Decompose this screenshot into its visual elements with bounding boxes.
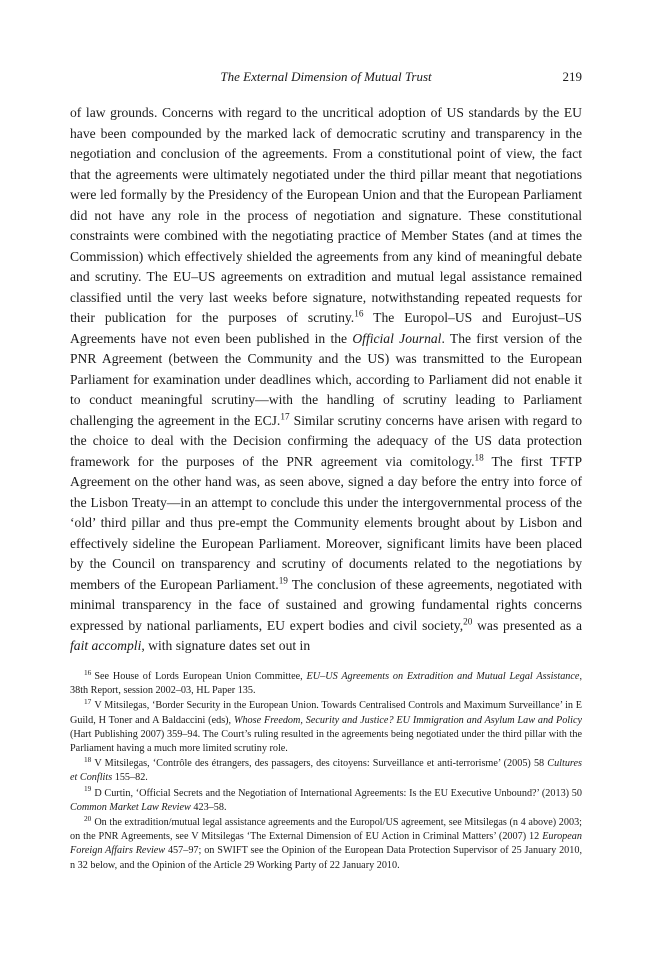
footnote-19	[70, 784, 582, 815]
footnote-18	[70, 754, 582, 785]
footnote-text: V Mitsilegas, ‘Border Security in the European Union. Towards Centralised Controls and Maximum Surveillance’ in E Guild, H Toner and A Baldaccini (eds),	[70, 700, 582, 726]
footnote-text: D Curtin, ‘Official Secrets and the Negotiation of International Agreements: Is the EU Executive Unbound?’ (2013) 50	[94, 787, 582, 799]
body-text-segment: The Europol–US and Eurojust–US Agreements have not even been published in the	[70, 310, 582, 346]
footnote-20	[70, 813, 582, 873]
body-text-segment: of law grounds. Concerns with regard to the uncritical adoption of US standards by the EU have been compounded by the marked lack of democratic scrutiny and transparency in the negotiation and conclusion of the agreements. From a constitutional point of view, the fact that the agreements were ultimately negotiated under the third pillar meant that negotiations were led formally by the Presidency of the European Union and that the European Parliament did not have any role in the process of negotiation and signature. These constitutional constraints were combined with the negotiating practice of Member States (and at times the Commission) which effectively shielded the agreements from any kind of meaningful debate and scrutiny. The EU–US agreements on extradition and mutual legal assistance remained classified until the very last weeks before signature, notwithstanding repeated requests for their publication for the purposes of scrutiny.	[70, 105, 582, 325]
footnotes-section	[70, 667, 583, 874]
footnote-number: 19	[84, 784, 92, 794]
footnote-italic-title: EU–US Agreements on Extradition and Mutual Legal Assistance	[306, 671, 580, 682]
footnote-ref-19[interactable]: 19	[278, 574, 288, 585]
body-text-segment: The conclusion of these agreements, negotiated with minimal transparency in the face of sustained and growing fundamental rights concerns expressed by national parliaments, EU expert bodies and civil society,	[70, 576, 582, 633]
footnote-text: 423–58.	[190, 801, 227, 813]
body-text-segment: The first TFTP Agreement on the other hand was, as seen above, signed a day before the entry into force of the Lisbon Treaty—in an attempt to conclude this under the intergovernmental process of the ‘old’ third pillar and thus pre-empt the Community elements brought about by Lisbon and effectively sideline the European Parliament. Moreover, significant limits have been placed by the Council on transparency and scrutiny of documents related to the negotiations by members of the European Parliament.	[70, 453, 582, 592]
footnote-number: 16	[84, 667, 92, 677]
footnote-ref-16[interactable]: 16	[354, 308, 364, 319]
running-head	[70, 67, 582, 87]
footnote-text: V Mitsilegas, ‘Contrôle des étrangers, des passagers, des citoyens: Surveillance et anti-terrorisme’ (2005) 58	[94, 758, 548, 770]
page-number: 219	[562, 69, 582, 84]
body-text-segment: was presented as a	[472, 617, 583, 633]
footnote-ref-17[interactable]: 17	[280, 410, 290, 421]
body-text-segment: . The first version of the PNR Agreement (between the Community and the US) was transmitted to the European Parliament for examination under deadlines which, according to Parliament did not enable it to conduct meaningful scrutiny—with the handling of scrutiny leading to Parliament challenging the agreement in the ECJ.	[70, 330, 582, 428]
footnote-number: 18	[84, 754, 92, 764]
footnote-italic-title: European Foreign Affairs Review	[70, 831, 582, 857]
body-paragraph	[70, 103, 582, 657]
footnote-italic-title: Whose Freedom, Security and Justice? EU Immigration and Asylum Law and Policy	[233, 714, 583, 726]
body-text-segment: Similar scrutiny concerns have arisen with regard to the choice to deal with the Decision confirming the adequacy of the US data protection framework for the purposes of the PNR agreement via comitology.	[70, 412, 582, 469]
footnote-ref-18[interactable]: 18	[474, 451, 484, 462]
footnote-text: See House of Lords European Union Committee,	[94, 671, 307, 682]
running-title: The External Dimension of Mutual Trust	[220, 69, 432, 84]
footnote-number: 17	[84, 697, 92, 707]
body-italic-official-journal: Official Journal	[352, 330, 442, 346]
footnote-italic-title: Cultures et Conflits	[70, 758, 582, 784]
footnote-ref-20[interactable]: 20	[463, 615, 473, 626]
footnote-text: 155–82.	[112, 772, 148, 784]
footnote-17	[70, 699, 582, 756]
footnote-text: On the extradition/mutual legal assistance agreements and the Europol/US agreement, see Mitsilegas (n 4 above) 2003; on the PNR Agreements, see V Mitsilegas ‘The External Dimension of EU Action in Criminal Matters’ (2007) 12	[70, 817, 582, 843]
body-italic-fait-accompli: fait accompli	[70, 638, 142, 653]
footnote-text: 457–97; on SWIFT see the Opinion of the European Data Protection Supervisor of 25 January 2010, n 32 below, and the Opinion of the Article 29 Working Party of 22 January 2010.	[70, 845, 582, 871]
footnote-italic-title: Common Market Law Review	[70, 801, 191, 813]
footnote-16	[70, 667, 582, 698]
footnote-text: (Hart Publishing 2007) 359–94. The Court’s ruling resulted in the agreements being negotiated under the third pillar with the Parliament having a much more limited scrutiny role.	[70, 728, 582, 755]
footnote-text: , 38th Report, session 2002–03, HL Paper 135.	[70, 671, 582, 697]
body-text-segment: , with signature dates set out in	[141, 638, 311, 653]
footnote-number: 20	[84, 813, 92, 823]
